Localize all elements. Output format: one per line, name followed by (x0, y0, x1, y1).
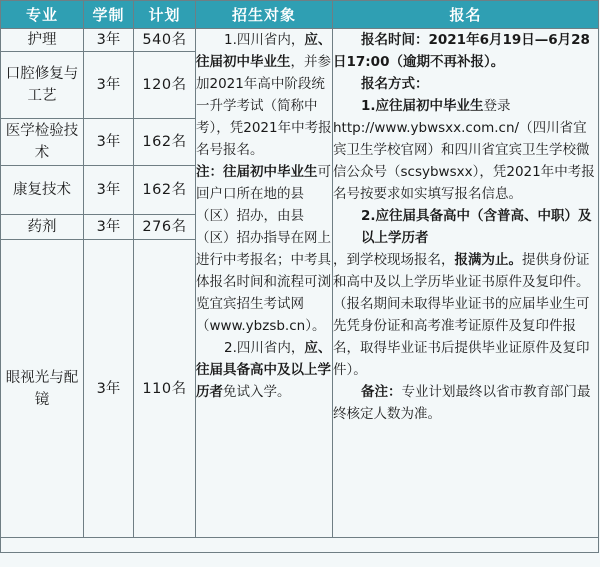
target-p1-text: ，并参加2021年高中阶段统一升学考试（简称中考），凭2021年中考报名号报名。 (196, 54, 332, 158)
table-tail-row (1, 538, 599, 553)
apply-method-label: 报名方式： (361, 76, 429, 92)
apply-m2-text: ，到学校现场报名， (333, 252, 455, 268)
apply-m1-bold: 1.应往届初中毕业生 (361, 98, 484, 114)
target-p2-bold: 应、往届具备高中及以上学历者 (196, 340, 332, 400)
duration-cell: 3年 (84, 240, 134, 538)
target-p1-bold: 应、往届初中毕业生 (196, 32, 332, 70)
major-cell: 眼视光与配镜 (1, 240, 84, 538)
major-cell: 口腔修复与工艺 (1, 52, 84, 119)
apply-m2-bold2: 报满为止。 (454, 252, 522, 268)
apply-cell (333, 29, 599, 538)
plan-cell: 276名 (134, 215, 196, 240)
tail-cell (1, 538, 599, 553)
target-p2-text: 免试入学。 (223, 384, 291, 400)
target-p1-prefix: 1.四川省内， (224, 32, 305, 48)
major-cell: 康复技术 (1, 166, 84, 215)
header-plan: 计划 (134, 1, 196, 29)
target-note-text: 可回户口所在地的县（区）招办，由县（区）招办指导在网上进行中考报名；中考具体报名时间和流程可浏览宜宾招生考试网（www.ybzsb.cn）。 (196, 164, 331, 334)
apply-remark-label: 备注： (361, 384, 402, 400)
header-major: 专业 (1, 1, 84, 29)
apply-m1-text: 登录http://www.ybwsxx.com.cn/（四川省宜宾卫生学校官网）和四川省宜宾卫生学校微信公众号（scsybwsxx），凭2021年中考报名号按要求如实填写报名信息。 (333, 98, 595, 202)
apply-m2-text2: 提供身份证和高中及以上学历毕业证书原件及复印件。（报名期间未取得毕业证书的应届毕业生可先凭身份证和高考准考证原件及复印件报名，取得毕业证书后提供毕业证原件及复印件）。 (333, 252, 590, 378)
duration-cell: 3年 (84, 119, 134, 166)
plan-cell: 162名 (134, 119, 196, 166)
major-cell: 医学检验技术 (1, 119, 84, 166)
major-cell: 药剂 (1, 215, 84, 240)
plan-cell: 120名 (134, 52, 196, 119)
apply-remark-text: 专业计划最终以省市教育部门最终核定人数为准。 (333, 384, 591, 422)
apply-m2-bold: 2.应往届具备高中（含普高、中职）及以上学历者 (361, 208, 592, 246)
duration-cell: 3年 (84, 52, 134, 119)
plan-cell: 110名 (134, 240, 196, 538)
header-row (1, 1, 599, 29)
header-apply: 报名 (333, 1, 599, 29)
duration-cell: 3年 (84, 29, 134, 52)
header-target: 招生对象 (196, 1, 333, 29)
target-note-label: 注：往届初中毕业生 (196, 164, 318, 180)
apply-time-label: 报名时间： (361, 32, 429, 48)
duration-cell: 3年 (84, 166, 134, 215)
header-duration: 学制 (84, 1, 134, 29)
target-cell (196, 29, 333, 538)
duration-cell: 3年 (84, 215, 134, 240)
target-p2-prefix: 2.四川省内， (224, 340, 305, 356)
apply-time-text: 2021年6月19日—6月28日17:00（逾期不再补报）。 (333, 32, 590, 70)
table-row (1, 29, 599, 52)
plan-cell: 162名 (134, 166, 196, 215)
major-cell: 护理 (1, 29, 84, 52)
plan-cell: 540名 (134, 29, 196, 52)
